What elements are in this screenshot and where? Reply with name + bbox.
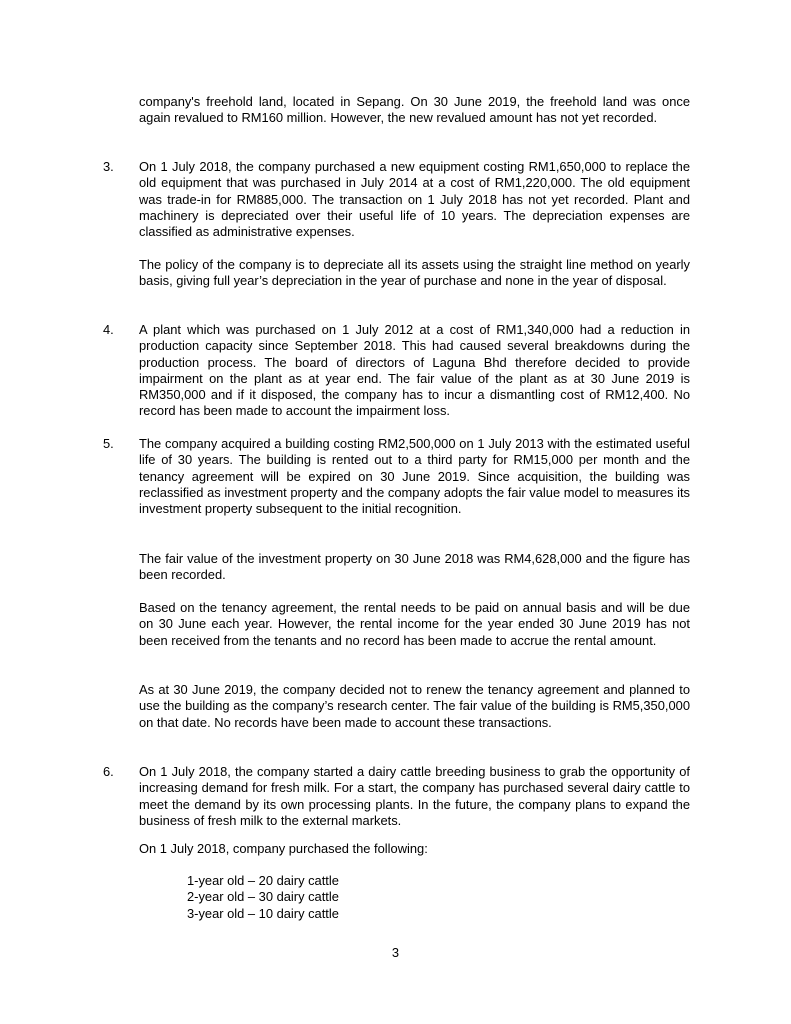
paragraph-building: The company acquired a building costing RM2,500,000 on 1 July 2013 with the estimated useful life of 30 years. The building is rented out to a third party for RM15,000 per month and the tenancy agreement will be expired on 30 June 2019. Since acquisition, the building was reclassified as investment property and the company adopts the fair value model to measures its investment property subsequent to the initial recognition. [139, 436, 690, 517]
paragraph-freehold-land: company's freehold land, located in Sepang. On 30 June 2019, the freehold land was once again revalued to RM160 million. However, the new revalued amount has not yet recorded. [139, 94, 690, 126]
paragraph-fair-value: The fair value of the investment property on 30 June 2018 was RM4,628,000 and the figure has been recorded. [139, 551, 690, 583]
paragraph-plant-impairment: A plant which was purchased on 1 July 2012 at a cost of RM1,340,000 had a reduction in production capacity since September 2018. This had caused several breakdowns during the production process. The board of directors of Laguna Bhd therefore decided to provide impairment on the plant as at year end. The fair value of the plant as at 30 June 2019 is RM350,000 and if it disposed, the company has to incur a dismantling cost of RM12,400. No record has been made to account the impairment loss. [139, 322, 690, 419]
cattle-list [187, 873, 339, 922]
paragraph-purchased-following: On 1 July 2018, company purchased the following: [139, 841, 428, 856]
paragraph-equipment: On 1 July 2018, the company purchased a new equipment costing RM1,650,000 to replace the old equipment that was purchased in July 2014 at a cost of RM1,220,000. The old equipment was trade-in for RM885,000. The transaction on 1 July 2018 has not yet recorded. Plant and machinery is depreciated over their useful life of 10 years. The depreciation expenses are classified as administrative expenses. [139, 159, 690, 240]
page-number: 3 [391, 945, 400, 960]
paragraph-dairy-cattle: On 1 July 2018, the company started a dairy cattle breeding business to grab the opportunity of increasing demand for fresh milk. For a start, the company has purchased several dairy cattle to meet the demand by its own processing plants. In the future, the company plans to expand the business of fresh milk to the external markets. [139, 764, 690, 828]
item-number-4: 4. [103, 322, 114, 337]
paragraph-research-center: As at 30 June 2019, the company decided not to renew the tenancy agreement and planned to use the building as the company’s research center. The fair value of the building is RM5,350,000 on that date. No records have been made to account these transactions. [139, 682, 690, 730]
list-item: 1-year old – 20 dairy cattle [187, 873, 339, 888]
list-item: 2-year old – 30 dairy cattle [187, 889, 339, 905]
list-item: 3-year old – 10 dairy cattle [187, 905, 339, 921]
item-number-5: 5. [103, 436, 114, 451]
paragraph-tenancy: Based on the tenancy agreement, the rental needs to be paid on annual basis and will be due on 30 June each year. However, the rental income for the year ended 30 June 2019 has not been received from the tenants and no record has been made to accrue the rental amount. [139, 600, 690, 648]
paragraph-depreciation-policy: The policy of the company is to depreciate all its assets using the straight line method on yearly basis, giving full year’s depreciation in the year of purchase and none in the year of disposal. [139, 257, 690, 289]
item-number-3: 3. [103, 159, 114, 174]
item-number-6: 6. [103, 764, 114, 779]
